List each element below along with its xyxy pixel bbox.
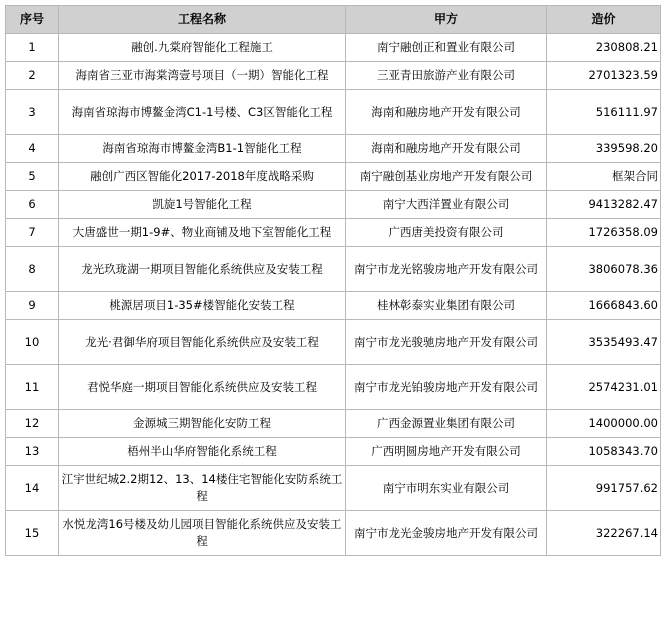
cell-name: 君悦华庭一期项目智能化系统供应及安装工程 <box>59 365 346 410</box>
cell-name: 江宇世纪城2.2期12、13、14楼住宅智能化安防系统工程 <box>59 466 346 511</box>
header-cost: 造价 <box>547 6 661 34</box>
cell-name: 金源城三期智能化安防工程 <box>59 410 346 438</box>
cell-party: 桂林彰泰实业集团有限公司 <box>346 292 547 320</box>
cell-cost: 1726358.09 <box>547 219 661 247</box>
table-row <box>6 191 661 219</box>
cell-party: 南宁市龙光金骏房地产开发有限公司 <box>346 511 547 556</box>
table-row <box>6 438 661 466</box>
cell-cost: 991757.62 <box>547 466 661 511</box>
cell-cost: 3535493.47 <box>547 320 661 365</box>
cell-name: 梧州半山华府智能化系统工程 <box>59 438 346 466</box>
table-row <box>6 365 661 410</box>
cell-no: 11 <box>6 365 59 410</box>
table-row <box>6 90 661 135</box>
cell-no: 13 <box>6 438 59 466</box>
table-row <box>6 511 661 556</box>
cell-party: 广西明圆房地产开发有限公司 <box>346 438 547 466</box>
table-row <box>6 219 661 247</box>
cell-no: 6 <box>6 191 59 219</box>
project-table <box>5 5 661 556</box>
cell-party: 广西唐美投资有限公司 <box>346 219 547 247</box>
cell-party: 南宁市明东实业有限公司 <box>346 466 547 511</box>
cell-no: 14 <box>6 466 59 511</box>
cell-cost: 2701323.59 <box>547 62 661 90</box>
table-row <box>6 62 661 90</box>
cell-party: 海南和融房地产开发有限公司 <box>346 135 547 163</box>
table-row <box>6 410 661 438</box>
table-row <box>6 163 661 191</box>
cell-party: 南宁融创正和置业有限公司 <box>346 34 547 62</box>
cell-name: 海南省琼海市博鳌金湾B1-1智能化工程 <box>59 135 346 163</box>
cell-cost: 339598.20 <box>547 135 661 163</box>
cell-party: 南宁市龙光铭骏房地产开发有限公司 <box>346 247 547 292</box>
cell-cost: 9413282.47 <box>547 191 661 219</box>
cell-party: 广西金源置业集团有限公司 <box>346 410 547 438</box>
header-row <box>6 6 661 34</box>
cell-cost: 框架合同 <box>547 163 661 191</box>
cell-party: 南宁大西洋置业有限公司 <box>346 191 547 219</box>
cell-name: 桃源居项目1-35#楼智能化安装工程 <box>59 292 346 320</box>
cell-name: 海南省三亚市海棠湾壹号项目（一期）智能化工程 <box>59 62 346 90</box>
cell-no: 7 <box>6 219 59 247</box>
table-row <box>6 34 661 62</box>
cell-cost: 2574231.01 <box>547 365 661 410</box>
cell-cost: 230808.21 <box>547 34 661 62</box>
cell-no: 4 <box>6 135 59 163</box>
cell-party: 海南和融房地产开发有限公司 <box>346 90 547 135</box>
cell-no: 12 <box>6 410 59 438</box>
cell-no: 1 <box>6 34 59 62</box>
cell-cost: 3806078.36 <box>547 247 661 292</box>
cell-party: 南宁市龙光骏驰房地产开发有限公司 <box>346 320 547 365</box>
cell-party: 三亚青田旅游产业有限公司 <box>346 62 547 90</box>
table-row <box>6 135 661 163</box>
cell-no: 2 <box>6 62 59 90</box>
cell-name: 海南省琼海市博鳌金湾C1-1号楼、C3区智能化工程 <box>59 90 346 135</box>
cell-cost: 1666843.60 <box>547 292 661 320</box>
cell-party: 南宁融创基业房地产开发有限公司 <box>346 163 547 191</box>
header-party: 甲方 <box>346 6 547 34</box>
cell-name: 融创广西区智能化2017-2018年度战略采购 <box>59 163 346 191</box>
header-name: 工程名称 <box>59 6 346 34</box>
cell-no: 15 <box>6 511 59 556</box>
cell-name: 融创.九棠府智能化工程施工 <box>59 34 346 62</box>
table-row <box>6 292 661 320</box>
cell-name: 凯旋1号智能化工程 <box>59 191 346 219</box>
cell-name: 龙光玖珑湖一期项目智能化系统供应及安装工程 <box>59 247 346 292</box>
cell-cost: 516111.97 <box>547 90 661 135</box>
cell-name: 龙光·君御华府项目智能化系统供应及安装工程 <box>59 320 346 365</box>
cell-no: 3 <box>6 90 59 135</box>
table-row <box>6 247 661 292</box>
cell-cost: 322267.14 <box>547 511 661 556</box>
cell-no: 9 <box>6 292 59 320</box>
table-row <box>6 466 661 511</box>
cell-no: 10 <box>6 320 59 365</box>
cell-cost: 1058343.70 <box>547 438 661 466</box>
cell-party: 南宁市龙光铂骏房地产开发有限公司 <box>346 365 547 410</box>
cell-no: 8 <box>6 247 59 292</box>
header-no: 序号 <box>6 6 59 34</box>
cell-name: 水悦龙湾16号楼及幼儿园项目智能化系统供应及安装工程 <box>59 511 346 556</box>
cell-name: 大唐盛世一期1-9#、物业商铺及地下室智能化工程 <box>59 219 346 247</box>
cell-no: 5 <box>6 163 59 191</box>
cell-cost: 1400000.00 <box>547 410 661 438</box>
table-row <box>6 320 661 365</box>
